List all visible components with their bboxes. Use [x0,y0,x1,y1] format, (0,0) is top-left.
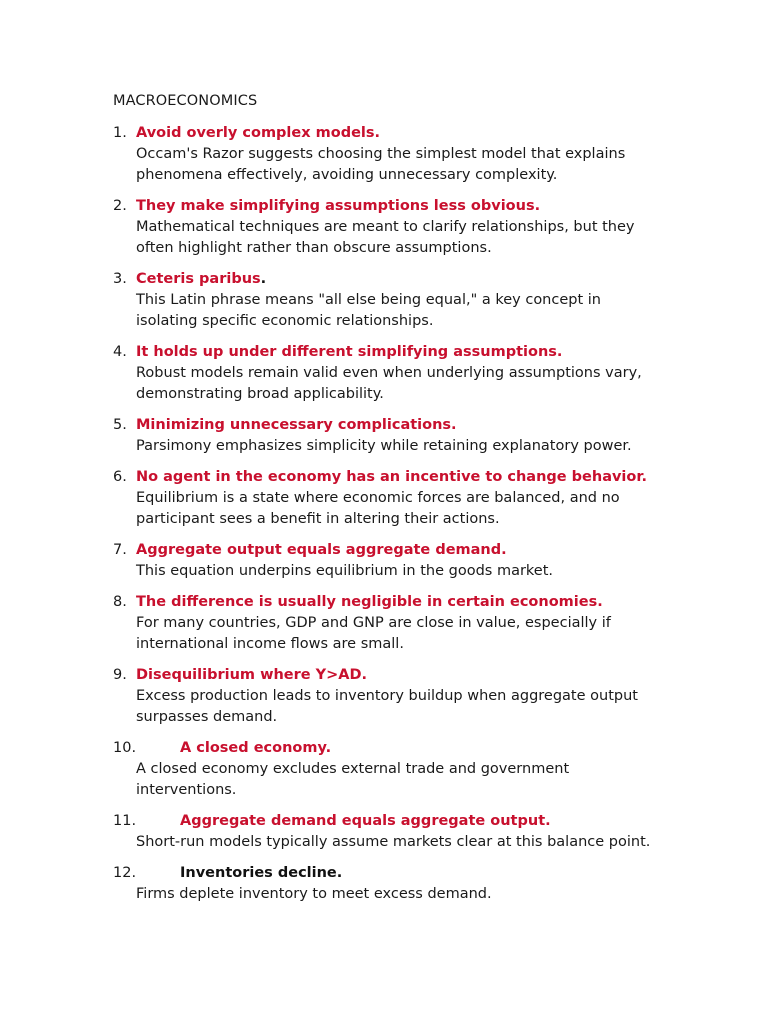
item-number: 9. [113,667,127,683]
item-description: Firms deplete inventory to meet excess demand. [136,886,492,902]
item-number: 1. [113,125,127,141]
document-page [113,92,713,915]
item-description: Parsimony emphasizes simplicity while retaining explanatory power. [136,438,632,454]
list-item [113,196,713,259]
list-item [113,592,713,655]
item-description: Equilibrium is a state where economic forces are balanced, and no participant sees a benefit in altering their actions. [136,490,620,527]
item-heading: It holds up under different simplifying assumptions. [136,344,563,360]
item-number: 8. [113,594,127,610]
item-number: 10. [113,740,137,756]
item-number: 7. [113,542,127,558]
list-item [113,811,713,853]
item-heading: The difference is usually negligible in certain economies. [136,594,603,610]
list-item [113,540,713,582]
item-number: 4. [113,344,127,360]
item-heading [136,269,266,290]
item-number: 2. [113,198,127,214]
item-heading-suffix: . [260,271,267,287]
item-number: 11. [113,813,137,829]
answer-list [113,123,713,905]
item-description: This Latin phrase means "all else being equal," a key concept in isolating specific economic relationships. [136,292,601,329]
item-description: This equation underpins equilibrium in the goods market. [136,563,554,579]
item-description: For many countries, GDP and GNP are close in value, especially if international income flows are small. [136,615,611,652]
item-heading: Avoid overly complex models. [136,125,381,141]
item-heading: Aggregate output equals aggregate demand. [136,542,507,558]
item-heading: Minimizing unnecessary complications. [136,417,457,433]
list-item [113,863,713,905]
item-heading: No agent in the economy has an incentive to change behavior. [136,469,647,485]
item-description: Robust models remain valid even when underlying assumptions vary, demonstrating broad applicability. [136,365,642,402]
item-description: Occam's Razor suggests choosing the simplest model that explains phenomena effectively, avoiding unnecessary complexity. [136,146,626,183]
list-item [113,738,713,801]
item-heading: Inventories decline. [180,865,343,881]
document-title: MACROECONOMICS [113,93,258,109]
item-heading: They make simplifying assumptions less obvious. [136,198,541,214]
item-heading: A closed economy. [180,740,332,756]
item-description: Excess production leads to inventory buildup when aggregate output surpasses demand. [136,688,638,725]
item-number: 3. [113,271,127,287]
list-item [113,342,713,405]
item-description: A closed economy excludes external trade and government interventions. [136,761,570,798]
list-item [113,123,713,186]
item-heading-text: Ceteris paribus [136,271,261,287]
item-number: 6. [113,469,127,485]
item-description: Short-run models typically assume markets clear at this balance point. [136,834,651,850]
list-item [113,269,713,332]
list-item [113,665,713,728]
item-heading: Aggregate demand equals aggregate output. [180,813,551,829]
item-number: 12. [113,865,137,881]
list-item [113,467,713,530]
item-number: 5. [113,417,127,433]
list-item [113,415,713,457]
item-description: Mathematical techniques are meant to clarify relationships, but they often highlight rather than obscure assumptions. [136,219,635,256]
item-heading: Disequilibrium where Y>AD. [136,667,368,683]
